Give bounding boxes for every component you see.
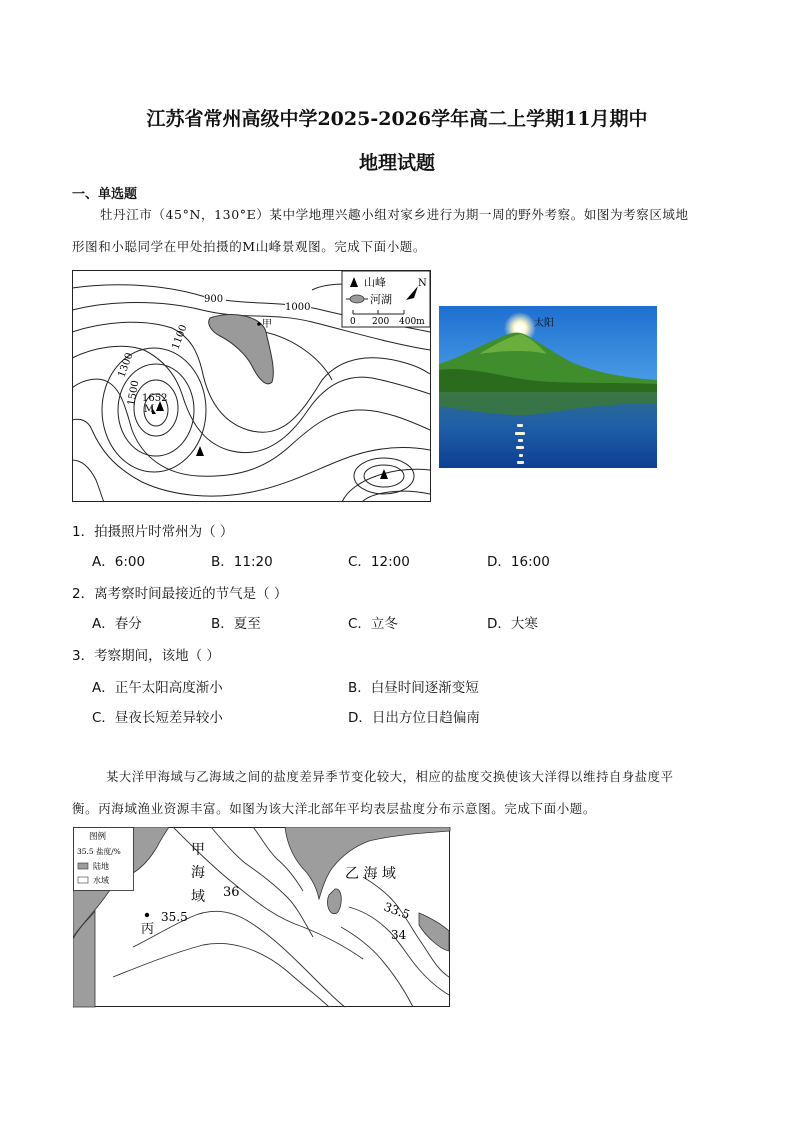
legend-title: 图例 [89, 832, 107, 842]
q3-option-b[interactable]: B．白昼时间逐渐变短 [348, 680, 479, 696]
q2-option-c[interactable]: C．立冬 [348, 616, 398, 632]
question-1: 1．拍摄照片时常州为（ ） [72, 524, 234, 540]
scale-0: 0 [350, 317, 356, 327]
passage-2-line-2: 衡。丙海域渔业资源丰富。如图为该大洋北部年平均表层盐度分布示意图。完成下面小题。 [72, 801, 597, 816]
q2-option-d[interactable]: D．大寒 [487, 616, 538, 632]
contour-label-1100: 1100 [170, 323, 190, 352]
point-bing-dot [145, 913, 149, 917]
sun-label: 太阳 [534, 318, 554, 329]
question-2: 2．离考察时间最接近的节气是（ ） [72, 586, 288, 602]
contour-label-1000: 1000 [285, 302, 311, 313]
map-legend [342, 271, 430, 327]
point-jia-dot [257, 322, 261, 326]
salinity-35-5: 35.5 [161, 910, 188, 924]
label-jia: 甲 [191, 842, 205, 858]
page-subtitle: 地理试题 [358, 152, 435, 174]
salinity-33-5: 33.5 [381, 899, 412, 922]
scale-400: 400m [399, 317, 425, 327]
page-title: 江苏省常州高级中学2025-2026学年高二上学期11月期中 [146, 108, 648, 130]
legend-land-swatch [78, 863, 88, 869]
q3-option-c[interactable]: C．昼夜长短差异较小 [92, 710, 223, 726]
label-yu: 域 [191, 889, 205, 905]
mountain-photo [439, 306, 657, 468]
passage-2-line-1: 某大洋甲海域与乙海域之间的盐度差异季节变化较大，相应的盐度交换使该大洋得以维持自身盐度平 [106, 770, 674, 784]
contour-label-1500: 1500 [126, 379, 142, 407]
contour-map [72, 270, 432, 503]
q3-option-d[interactable]: D．日出方位日趋偏南 [348, 710, 480, 726]
legend-isoline: 35.5 盐度/% [77, 847, 121, 856]
legend-lake-icon [350, 295, 364, 303]
q2-option-b[interactable]: B．夏至 [211, 616, 261, 632]
point-jia-label: 甲 [262, 319, 272, 330]
label-yi-sea: 乙 海 域 [345, 866, 396, 882]
label-hai: 海 [191, 865, 205, 881]
q1-option-a[interactable]: A．6:00 [92, 554, 146, 570]
q1-option-b[interactable]: B．11:20 [211, 554, 273, 570]
q3-option-a[interactable]: A．正午太阳高度渐小 [92, 680, 223, 696]
north-label: N [418, 278, 427, 289]
legend-land: 陆地 [93, 862, 109, 871]
passage-1-line-2: 形图和小聪同学在甲处拍摄的M山峰景观图。完成下面小题。 [72, 239, 426, 254]
contour-label-1300: 1300 [116, 351, 136, 380]
salinity-map [73, 827, 451, 1008]
q1-option-d[interactable]: D．16:00 [487, 554, 550, 570]
legend-water-swatch [78, 877, 88, 883]
question-3: 3．考察期间，该地（ ） [72, 648, 220, 664]
legend-water: 水域 [93, 876, 109, 885]
legend-lake-label: 河湖 [370, 293, 392, 306]
peak-m-label: M [144, 404, 155, 415]
salinity-36: 36 [223, 885, 240, 900]
peak-value-label: 1652 [142, 393, 168, 404]
q2-option-a[interactable]: A．春分 [92, 616, 142, 632]
contour-label-900: 900 [204, 294, 224, 305]
label-bing: 丙 [141, 922, 155, 937]
sun [515, 323, 525, 333]
scale-200: 200 [372, 317, 390, 327]
legend-peak-label: 山峰 [364, 276, 386, 289]
q1-option-c[interactable]: C．12:00 [348, 554, 410, 570]
section-heading: 一、单选题 [72, 187, 138, 202]
salinity-34: 34 [391, 928, 407, 942]
passage-1-line-1: 牡丹江市（45°N，130°E）某中学地理兴趣小组对家乡进行为期一周的野外考察。如图为考察区域地 [100, 207, 689, 222]
